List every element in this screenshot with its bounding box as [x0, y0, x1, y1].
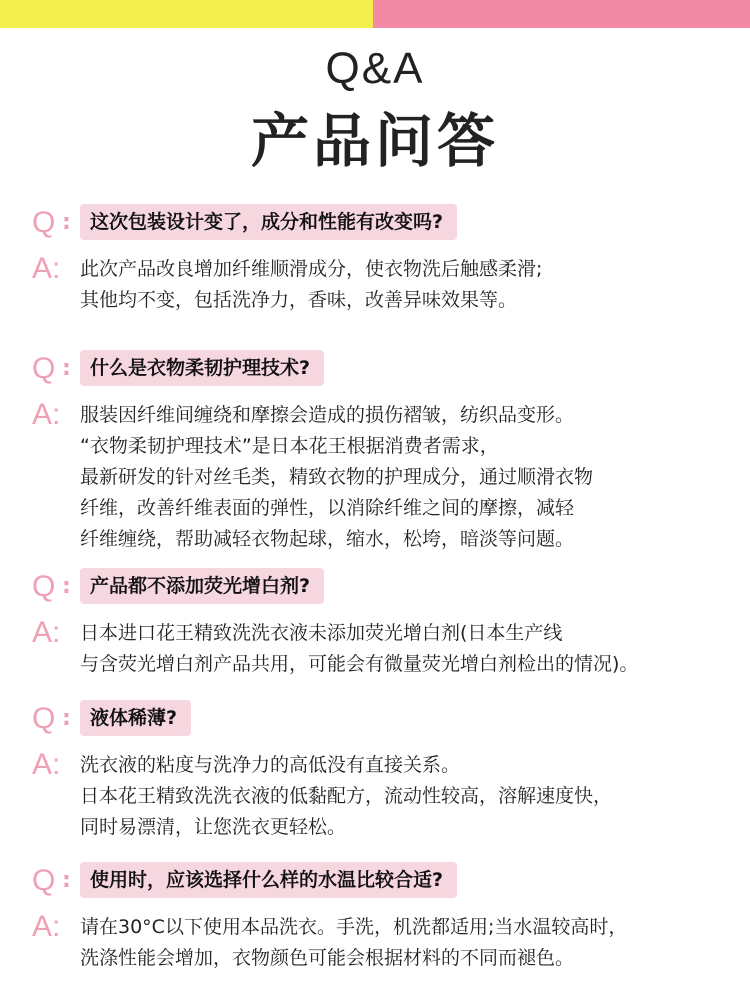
q-mark-icon: Q [32, 702, 56, 735]
answer-text [80, 912, 748, 974]
question-colon: : [62, 868, 71, 893]
answer-line: 此次产品改良增加纤维顺滑成分，使衣物洗后触感柔滑; [80, 258, 543, 280]
q-mark-icon: Q [32, 206, 56, 239]
question-row [32, 568, 744, 608]
q-mark-icon: Q [32, 352, 56, 385]
a-mark-icon: A: [32, 910, 61, 943]
answer-line: 日本进口花王精致洗洗衣液未添加荧光增白剂(日本生产线 [80, 622, 563, 644]
answer-line: 最新研发的针对丝毛类，精致衣物的护理成分，通过顺滑衣物 [80, 466, 594, 488]
question-text: 液体稀薄? [80, 700, 191, 736]
answer-line: 洗涤性能会增加，衣物颜色可能会根据材料的不同而褪色。 [80, 947, 575, 969]
answer-line: 洗衣液的粘度与洗净力的高低没有直接关系。 [80, 754, 461, 776]
qa-item-4 [32, 700, 744, 838]
answer-line: 纤维，改善纤维表面的弹性，以消除纤维之间的摩擦，减轻 [80, 497, 575, 519]
answer-line: 同时易漂清，让您洗衣更轻松。 [80, 816, 347, 838]
header-qa: Q&A [325, 44, 425, 93]
question-row [32, 700, 744, 740]
question-colon: : [62, 356, 71, 381]
q-mark-icon: Q [32, 864, 56, 897]
qa-item-1 [32, 204, 744, 311]
question-text: 使用时，应该选择什么样的水温比较合适? [80, 862, 457, 898]
answer-line: 服装因纤维间缠绕和摩擦会造成的损伤褶皱，纺织品变形。 [80, 404, 575, 426]
answer-line: 纤维缠绕，帮助减轻衣物起球，缩水，松垮，暗淡等问题。 [80, 528, 575, 550]
page-title: 产品问答 [250, 107, 499, 175]
answer-text [80, 750, 748, 843]
question-row [32, 862, 744, 902]
answer-text [80, 618, 748, 680]
qa-item-3 [32, 568, 744, 675]
question-row [32, 204, 744, 244]
answer-line: 其他均不变，包括洗净力，香味，改善异味效果等。 [80, 289, 518, 311]
question-colon: : [62, 706, 71, 731]
question-text: 产品都不添加荧光增白剂? [80, 568, 324, 604]
question-row [32, 350, 744, 390]
qa-item-5 [32, 862, 744, 969]
question-colon: : [62, 210, 71, 235]
question-text: 什么是衣物柔韧护理技术? [80, 350, 324, 386]
answer-text [80, 254, 748, 316]
a-mark-icon: A: [32, 616, 61, 649]
a-mark-icon: A: [32, 748, 61, 781]
answer-text [80, 400, 748, 555]
answer-line: 日本花王精致洗洗衣液的低黏配方，流动性较高，溶解速度快， [80, 785, 613, 807]
a-mark-icon: A: [32, 252, 61, 285]
top-bar-yellow [0, 0, 373, 28]
question-text: 这次包装设计变了，成分和性能有改变吗? [80, 204, 457, 240]
q-mark-icon: Q [32, 570, 56, 603]
question-colon: : [62, 574, 71, 599]
answer-line: 请在30°C以下使用本品洗衣。手洗，机洗都适用;当水温较高时， [80, 916, 628, 938]
answer-line: “衣物柔韧护理技术”是日本花王根据消费者需求， [80, 435, 499, 457]
answer-line: 与含荧光增白剂产品共用，可能会有微量荧光增白剂检出的情况)。 [80, 653, 639, 675]
a-mark-icon: A: [32, 398, 61, 431]
top-bar-pink [373, 0, 750, 28]
qa-item-2 [32, 350, 744, 550]
